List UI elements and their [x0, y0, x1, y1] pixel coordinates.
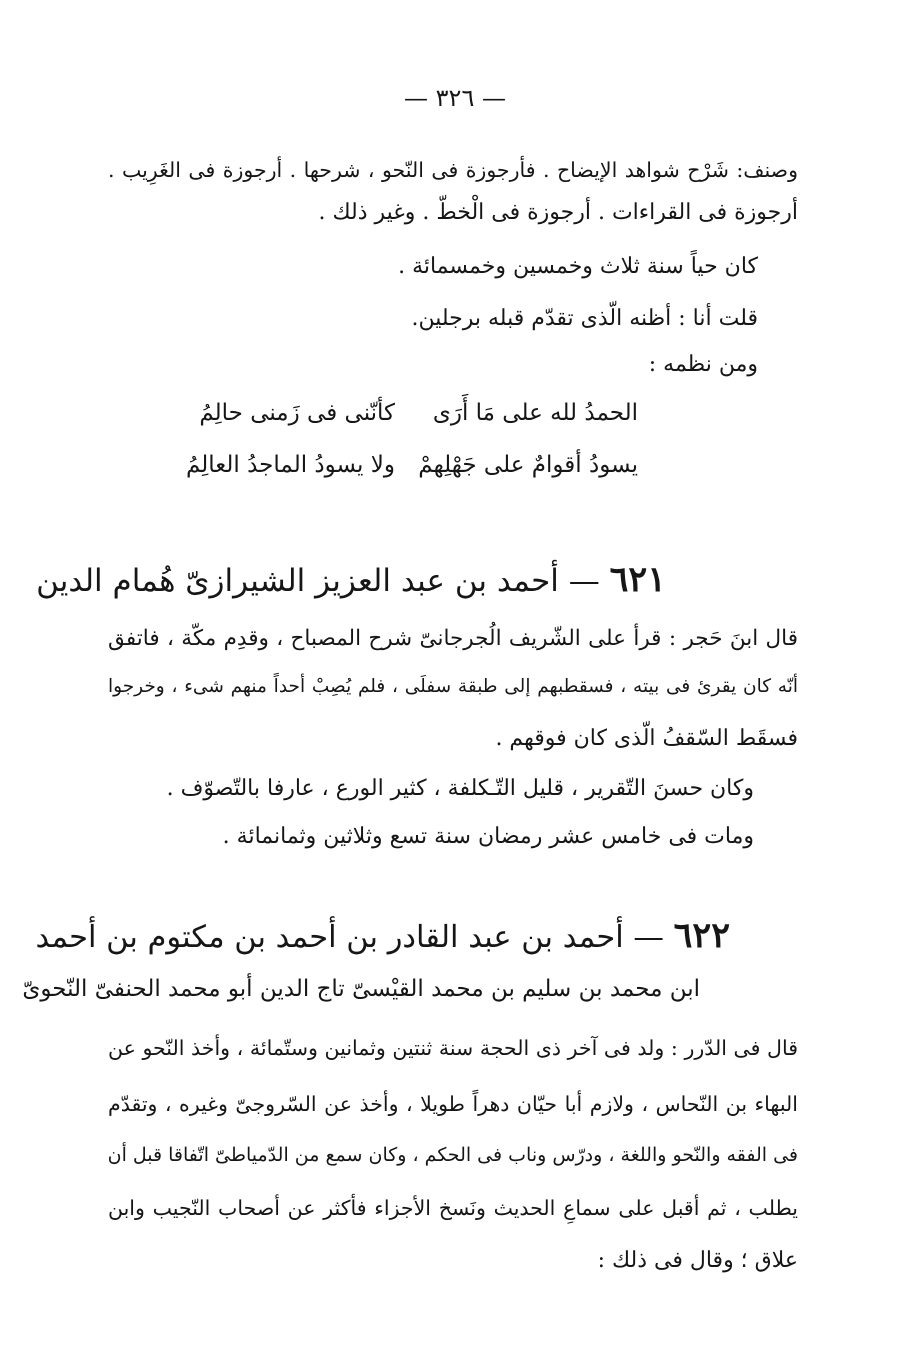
paragraph-line: وكان حسنَ التّقرير ، قليل التّـكلفة ، كثير الورع ، عارفا بالتّصوّف .: [166, 776, 754, 801]
paragraph-line: ومن نظمه :: [648, 352, 758, 377]
paragraph-line: قلت أنا : أظنه الّذى تقدّم قبله برجلين.: [411, 306, 758, 331]
entry-title: — أحمد بن عبد العزيز الشيرازىّ هُمام الدين: [36, 563, 600, 599]
paragraph-line: أرجوزة فى القراءات . أرجوزة فى الْخطّ . وغير ذلك .: [318, 200, 798, 225]
entry-heading: [35, 915, 730, 956]
paragraph-line: علاق ؛ وقال فى ذلك :: [597, 1248, 798, 1273]
paragraph-line: وصنف: شَرْح شواهد الإيضاح . فأرجوزة فى النّحو ، شرحها . أرجوزة فى الغَرِيب .: [108, 158, 798, 182]
poem-hemistich: الحمدُ لله على مَا أَرَى: [432, 400, 638, 426]
paragraph-line: كان حياً سنة ثلاث وخمسين وخمسمائة .: [398, 254, 758, 279]
entry-heading: [36, 559, 666, 600]
poem-hemistich: يسودُ أقوامٌ على جَهْلِهمْ: [418, 452, 638, 478]
paragraph-line: فسقَط السّقفُ الّذى كان فوقهم .: [495, 726, 798, 751]
paragraph-line: يطلب ، ثم أقبل على سماعِ الحديث ونَسخ الأجزاء فأكثر عن أصحاب النّجيب وابن: [108, 1196, 798, 1220]
entry-number: ٦٢١: [609, 559, 666, 600]
entry-subtitle: ابن محمد بن سليم بن محمد القيْسىّ تاج الدين أبو محمد الحنفىّ النّحوىّ: [22, 976, 700, 1002]
paragraph-line: قال فى الدّرر : ولد فى آخر ذى الحجة سنة ثنتين وثمانين وستّمائة ، وأخذ النّحو عن: [108, 1036, 798, 1060]
entry-number: ٦٢٢: [673, 915, 730, 956]
paragraph-line: البهاء بن النّحاس ، ولازم أبا حيّان دهراً طويلا ، وأخذ عن السّروجىّ وغيره ، وتقدّم: [108, 1092, 798, 1116]
entry-title: — أحمد بن عبد القادر بن أحمد بن مكتوم بن أحمد: [35, 920, 664, 955]
poem-hemistich: ولا يسودُ الماجدُ العالِمُ: [185, 452, 395, 478]
page-number: — ٣٢٦ —: [404, 84, 506, 112]
paragraph-line: قال ابنَ حَجر : قرأ على الشّريف الُجرجانىّ شرح المصباح ، وقدِم مكّة ، فاتفق: [108, 626, 798, 651]
paragraph-line: أنّه كان يقرئ فى بيته ، فسقطبهم إلى طبقة سفلَى ، فلم يُصِبْ أحداً منهم شىء ، وخرجوا: [108, 676, 798, 697]
paragraph-line: ومات فى خامس عشر رمضان سنة تسع وثلاثين وثمانمائة .: [222, 824, 754, 849]
paragraph-line: فى الفقه والنّحو واللغة ، ودرّس وناب فى الحكم ، وكان سمع من الدّمياطىّ اتّفاقا قبل أن: [107, 1144, 798, 1166]
poem-hemistich: كأنّنى فى زَمنى حالِمُ: [199, 400, 395, 426]
